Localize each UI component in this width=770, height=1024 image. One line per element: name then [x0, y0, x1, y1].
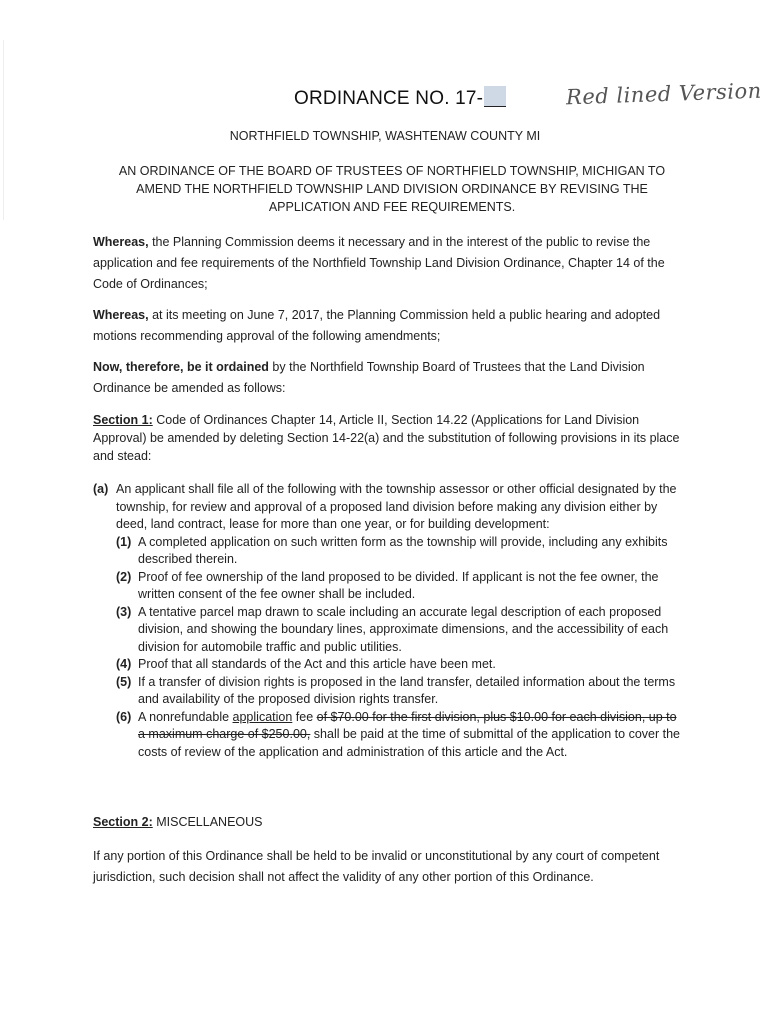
subitem-4-text: Proof that all standards of the Act and this article have been met.: [138, 657, 496, 671]
whereas-text-1: the Planning Commission deems it necessary and in the interest of the public to revise the application and fee requirements of the Northfield Township Land Division Ordinance, Chapter 14 of the Code of Ordinances;: [93, 235, 665, 291]
section-2-label: Section 2:: [93, 815, 153, 829]
ordained-lead: Now, therefore, be it ordained: [93, 360, 269, 374]
section-2-heading: [93, 815, 263, 829]
ordained-paragraph: [93, 357, 683, 399]
ordinance-purpose: AN ORDINANCE OF THE BOARD OF TRUSTEES OF NORTHFIELD TOWNSHIP, MICHIGAN TO AMEND THE NORTHFIELD TOWNSHIP LAND DIVISION ORDINANCE BY REVISING THE APPLICATION AND FEE REQUIREMENTS.: [118, 164, 666, 214]
subitem-5-num: (5): [116, 674, 132, 689]
item-a-label: (a): [93, 482, 109, 496]
ordinance-number-blank: [484, 86, 506, 107]
subitem-3-text: A tentative parcel map drawn to scale including an accurate legal description of each proposed division, and showing the boundary lines, approximate dimensions, and the accessibility of each division for automobile traffic and public utilities.: [138, 604, 669, 654]
section-2-title: MISCELLANEOUS: [152, 815, 263, 829]
whereas-paragraph-2: [93, 305, 683, 347]
subitem-5-text: If a transfer of division rights is proposed in the land transfer, detailed information about the terms and availability of the proposed division rights transfer.: [138, 674, 676, 706]
subitem-4-num: (4): [116, 657, 132, 671]
subitem-2-text: Proof of fee ownership of the land proposed to be divided. If applicant is not the fee owner, the written consent of the fee owner shall be included.: [138, 569, 659, 601]
jurisdiction-line: NORTHFIELD TOWNSHIP, WASHTENAW COUNTY MI: [229, 129, 541, 143]
ordinance-title: [294, 86, 506, 110]
section-1-paragraph: [93, 411, 683, 465]
subitem-6-deleted-text: of $70.00 for the first division, plus $10.00 for each division, up to a maximum charge of $250.00,: [138, 709, 677, 741]
section-1-label: Section 1:: [93, 413, 153, 427]
item-a-text: An applicant shall file all of the following with the township assessor or other official designated by the township, for review and approval of a proposed land division before making any division either by deed, land contract, lease for more than one year, or for building development:: [116, 482, 677, 531]
subitem-1-num: (1): [116, 534, 132, 549]
ordinance-title-text: ORDINANCE NO. 17-: [294, 88, 484, 109]
subitem-1-text: A completed application on such written form as the township will provide, including any exhibits described therein.: [138, 534, 668, 566]
subitem-3: [116, 604, 683, 657]
section-1-text: Code of Ordinances Chapter 14, Article II, Section 14.22 (Applications for Land Division Approval) be amended by deleting Section 14-22(a) and the substitution of following provisions in its place and stead:: [93, 413, 680, 463]
subitem-6-pre: A nonrefundable: [138, 709, 233, 724]
subitem-6-inserted-text: application: [232, 709, 293, 724]
subitem-5: [116, 674, 683, 709]
whereas-lead-1: Whereas,: [93, 235, 149, 249]
subitem-6-post: shall be paid at the time of submittal of the application to cover the costs of review of the application and administration of this article and the Act.: [138, 727, 680, 759]
item-a: [93, 481, 683, 761]
subitem-1: [116, 534, 683, 569]
subitem-3-num: (3): [116, 604, 132, 619]
whereas-lead-2: Whereas,: [93, 308, 149, 322]
subitem-6: [116, 709, 683, 762]
subitem-4: [116, 656, 683, 674]
item-a-subitems: [116, 534, 683, 762]
whereas-paragraph-1: [93, 232, 683, 295]
handwritten-note: Red lined Version: [565, 78, 763, 110]
subitem-2: [116, 569, 683, 604]
subitem-6-num: (6): [116, 709, 132, 724]
section-2-text: If any portion of this Ordinance shall be held to be invalid or unconstitutional by any court of competent jurisdiction, such decision shall not affect the validity of any other portion of this Ordinance.: [93, 849, 660, 884]
title-row: [0, 78, 770, 116]
whereas-text-2: at its meeting on June 7, 2017, the Planning Commission held a public hearing and adopted motions recommending approval of the following amendments;: [93, 308, 661, 343]
subitem-2-num: (2): [116, 569, 132, 584]
ordained-text: by the Northfield Township Board of Trustees that the Land Division Ordinance be amended as follows:: [93, 360, 645, 395]
subitem-6-mid: fee: [292, 709, 317, 724]
